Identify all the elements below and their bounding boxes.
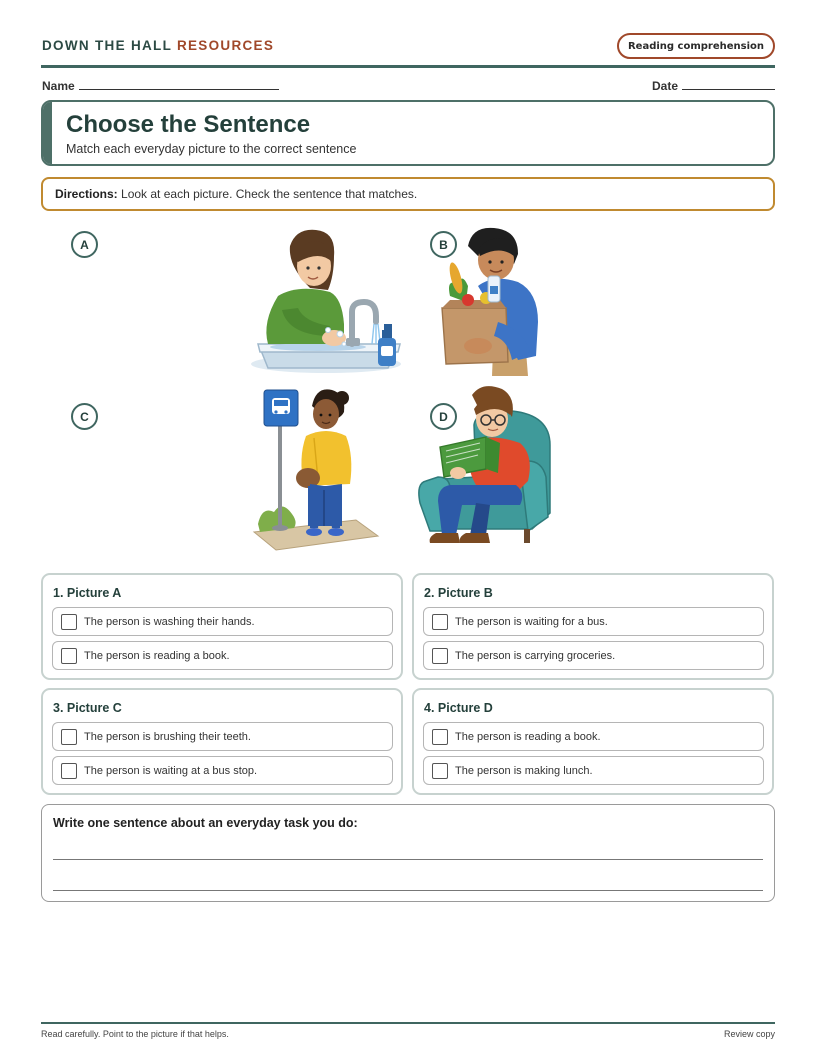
page-title: Choose the Sentence — [66, 111, 311, 138]
subject-tag: Reading comprehension — [617, 33, 775, 59]
answer-option[interactable] — [52, 641, 393, 670]
footer-divider — [41, 1022, 775, 1024]
option-text: The person is reading a book. — [455, 731, 601, 743]
date-field[interactable] — [652, 78, 775, 93]
question-card-1 — [41, 573, 403, 680]
title-accent-bar — [43, 102, 52, 164]
directions-box — [41, 177, 775, 211]
footer-copy-label: Review copy — [723, 1029, 775, 1039]
brand-main: DOWN THE HALL — [42, 38, 172, 53]
name-blank[interactable] — [79, 78, 279, 90]
writing-line[interactable] — [53, 859, 763, 860]
brand-logo — [42, 38, 274, 53]
date-blank[interactable] — [682, 78, 775, 90]
option-text: The person is reading a book. — [84, 650, 230, 662]
picture-badge-a: A — [71, 231, 98, 258]
writing-line[interactable] — [53, 890, 763, 891]
checkbox[interactable] — [61, 648, 77, 664]
footer-note: Read carefully. Point to the picture if that helps. — [41, 1029, 229, 1039]
picture-badge-c: C — [71, 403, 98, 430]
picture-badge-d: D — [430, 403, 457, 430]
option-text: The person is making lunch. — [455, 765, 593, 777]
header-divider — [41, 65, 775, 68]
checkbox[interactable] — [432, 648, 448, 664]
question-card-2 — [412, 573, 774, 680]
answer-option[interactable] — [423, 756, 764, 785]
option-text: The person is brushing their teeth. — [84, 731, 251, 743]
answer-option[interactable] — [52, 756, 393, 785]
answer-option[interactable] — [423, 641, 764, 670]
page-subtitle: Match each everyday picture to the correct sentence — [66, 142, 357, 156]
directions-text: Look at each picture. Check the sentence that matches. — [121, 187, 418, 201]
checkbox[interactable] — [61, 729, 77, 745]
date-label: Date — [652, 79, 679, 93]
question-title: 4. Picture D — [424, 701, 493, 715]
option-text: The person is washing their hands. — [84, 616, 255, 628]
checkbox[interactable] — [61, 763, 77, 779]
option-text: The person is carrying groceries. — [455, 650, 616, 662]
checkbox[interactable] — [432, 763, 448, 779]
question-card-3 — [41, 688, 403, 795]
answer-option[interactable] — [423, 607, 764, 636]
question-title: 2. Picture B — [424, 586, 493, 600]
option-text: The person is waiting for a bus. — [455, 616, 608, 628]
checkbox[interactable] — [432, 729, 448, 745]
checkbox[interactable] — [432, 614, 448, 630]
writing-panel — [41, 804, 775, 902]
title-panel — [41, 100, 775, 166]
name-label: Name — [42, 79, 75, 93]
writing-prompt: Write one sentence about an everyday task you do: — [53, 816, 358, 830]
person-reading-book-illustration — [416, 385, 554, 553]
picture-badge-b: B — [430, 231, 457, 258]
option-text: The person is waiting at a bus stop. — [84, 765, 258, 777]
question-title: 3. Picture C — [53, 701, 122, 715]
answer-option[interactable] — [423, 722, 764, 751]
person-washing-hands-illustration — [248, 226, 403, 376]
brand-accent: RESOURCES — [176, 38, 275, 53]
answer-option[interactable] — [52, 607, 393, 636]
person-at-bus-stop-illustration — [252, 386, 380, 552]
name-field[interactable] — [42, 78, 279, 93]
person-carrying-groceries-illustration — [438, 226, 543, 378]
directions-label: Directions: — [55, 187, 118, 201]
question-title: 1. Picture A — [53, 586, 122, 600]
checkbox[interactable] — [61, 614, 77, 630]
answer-option[interactable] — [52, 722, 393, 751]
question-card-4 — [412, 688, 774, 795]
